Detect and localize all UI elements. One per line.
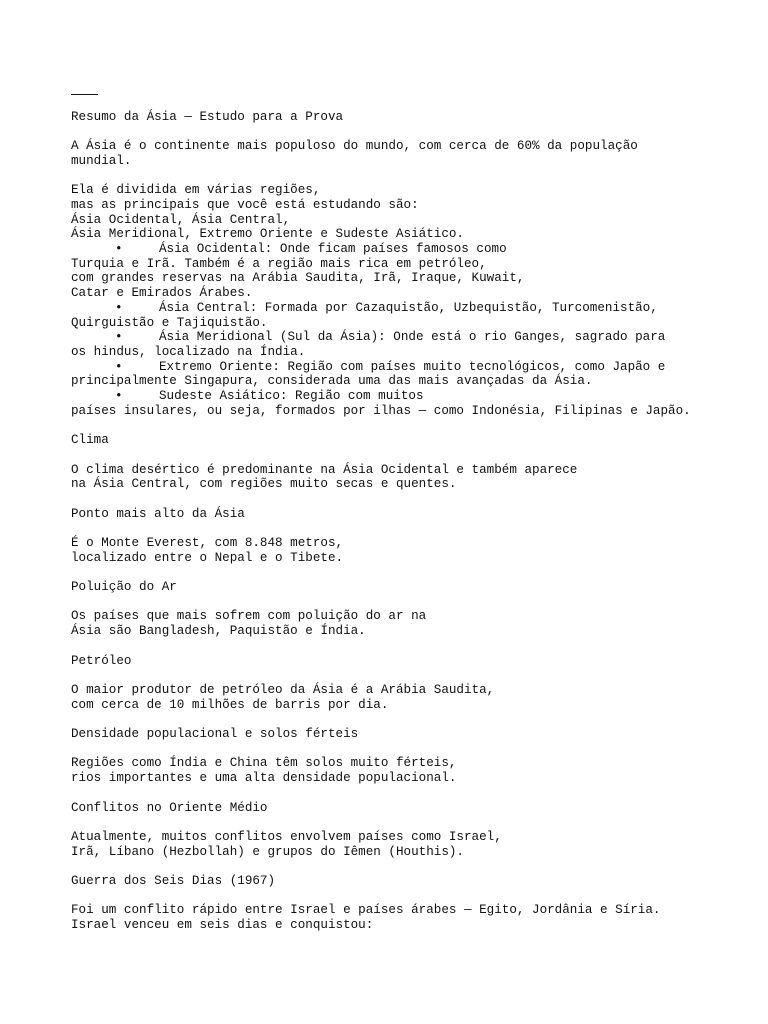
bullet-continuation: principalmente Singapura, considerada uma das mais avançadas da Ásia. <box>71 374 593 389</box>
bullet-continuation: com grandes reservas na Arábia Saudita, Irã, Iraque, Kuwait, <box>71 271 525 286</box>
regions-intro-line: Ela é dividida em várias regiões, <box>71 183 321 198</box>
bullet-continuation: países insulares, ou seja, formados por ilhas — como Indonésia, Filipinas e Japão. <box>71 403 691 418</box>
regions-intro-line: Ásia Meridional, Extremo Oriente e Sudeste Asiático. <box>71 227 464 242</box>
bullet-text: Extremo Oriente: Região com países muito tecnológicos, como Japão e <box>159 359 666 374</box>
section-body-line: na Ásia Central, com regiões muito secas e quentes. <box>71 477 457 492</box>
bullet-continuation: Turquia e Irã. Também é a região mais rica em petróleo, <box>71 256 487 271</box>
bullet-icon: • <box>115 359 123 374</box>
section-body-line: Os países que mais sofrem com poluição do ar na <box>71 609 427 624</box>
section-body-line: O maior produtor de petróleo da Ásia é a Arábia Saudita, <box>71 682 495 697</box>
section-body-line: com cerca de 10 milhões de barris por dia. <box>71 697 389 712</box>
bullet-continuation: Catar e Emirados Árabes. <box>71 286 253 301</box>
intro-line: A Ásia é o continente mais populoso do mundo, com cerca de 60% da população <box>71 139 638 154</box>
bullet-text: Ásia Meridional (Sul da Ásia): Onde está o rio Ganges, sagrado para <box>159 330 666 345</box>
bullet-icon: • <box>115 389 123 404</box>
section-heading: Conflitos no Oriente Médio <box>71 800 268 815</box>
bullet-continuation: Quirguistão e Tajiquistão. <box>71 315 268 330</box>
bullet-icon: • <box>115 330 123 345</box>
bullet-text: Sudeste Asiático: Região com muitos <box>159 389 424 404</box>
bullet-continuation: os hindus, localizado na Índia. <box>71 344 306 359</box>
section-body-line: Israel venceu em seis dias e conquistou: <box>71 918 374 933</box>
section-heading: Petróleo <box>71 653 132 668</box>
bullet-item-sudeste-asiatico <box>71 389 751 418</box>
section-body-line: Irã, Líbano (Hezbollah) e grupos do Iêmen (Houthis). <box>71 844 464 859</box>
section-heading: Clima <box>71 433 109 448</box>
bullet-icon: • <box>115 241 123 256</box>
section-heading: Ponto mais alto da Ásia <box>71 506 245 521</box>
section-heading: Guerra dos Seis Dias (1967) <box>71 874 276 889</box>
bullet-item-asia-central <box>71 301 751 330</box>
intro-line: mundial. <box>71 153 132 168</box>
section-body-line: Regiões como Índia e China têm solos muito férteis, <box>71 756 457 771</box>
regions-intro-line: mas as principais que você está estudando são: <box>71 197 419 212</box>
section-body-line: Atualmente, muitos conflitos envolvem países como Israel, <box>71 829 502 844</box>
section-body-line: Ásia são Bangladesh, Paquistão e Índia. <box>71 624 366 639</box>
document-page <box>71 86 751 933</box>
section-heading: Densidade populacional e solos férteis <box>71 727 359 742</box>
bullet-item-asia-ocidental <box>71 242 751 301</box>
section-body-line: É o Monte Everest, com 8.848 metros, <box>71 535 344 550</box>
bullet-icon: • <box>115 300 123 315</box>
section-body-line: rios importantes e uma alta densidade populacional. <box>71 771 457 786</box>
bullet-text: Ásia Ocidental: Onde ficam países famosos como <box>159 241 507 256</box>
document-title: Resumo da Ásia — Estudo para a Prova <box>71 109 344 124</box>
section-body-line: O clima desértico é predominante na Ásia Ocidental e também aparece <box>71 462 578 477</box>
section-heading: Poluição do Ar <box>71 580 177 595</box>
bullet-item-extremo-oriente <box>71 360 751 389</box>
section-body-line: Foi um conflito rápido entre Israel e países árabes — Egito, Jordânia e Síria. <box>71 903 661 918</box>
bullet-item-asia-meridional <box>71 330 751 359</box>
bullet-text: Ásia Central: Formada por Cazaquistão, Uzbequistão, Turcomenistão, <box>159 300 658 315</box>
section-body-line: localizado entre o Nepal e o Tibete. <box>71 550 344 565</box>
regions-intro-line: Ásia Ocidental, Ásia Central, <box>71 212 291 227</box>
